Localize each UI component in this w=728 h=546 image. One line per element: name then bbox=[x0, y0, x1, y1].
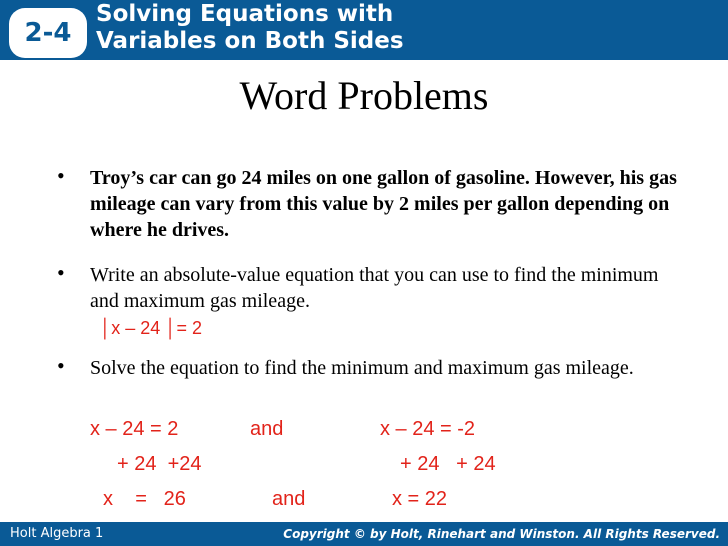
bullet-problem-statement: Troy’s car can go 24 miles on one gallon of gasoline. However, his gas mileage can vary from this value by 2 miles per gallon depending on where he drives. bbox=[90, 167, 677, 241]
solution-minimum: x = 22 bbox=[392, 488, 448, 510]
bullet-icon: • bbox=[57, 163, 65, 188]
bullet-solve-equation: Solve the equation to find the minimum and maximum gas mileage. bbox=[90, 357, 634, 379]
and-label: and bbox=[250, 418, 284, 440]
add-step-positive: + 24 +24 bbox=[117, 453, 202, 475]
equation-negative-case: x – 24 = -2 bbox=[380, 418, 476, 440]
lesson-number: 2-4 bbox=[24, 18, 72, 48]
header-bar bbox=[0, 0, 728, 60]
footer-bar bbox=[0, 522, 728, 546]
solution-maximum: x = 26 bbox=[103, 488, 186, 510]
lesson-title-line2: Variables on Both Sides bbox=[96, 28, 404, 54]
slide-title: Word Problems bbox=[239, 73, 489, 118]
lesson-badge bbox=[9, 8, 87, 58]
bullet-icon: • bbox=[57, 260, 65, 285]
add-step-negative: + 24 + 24 bbox=[400, 453, 496, 475]
and-label: and bbox=[272, 488, 306, 510]
absolute-value-equation: │x – 24 │= 2 bbox=[100, 318, 203, 338]
bullet-write-equation: Write an absolute-value equation that you can use to find the minimum and maximum gas mileage. bbox=[90, 264, 659, 312]
copyright-notice: Copyright © by Holt, Rinehart and Winston. All Rights Reserved. bbox=[283, 527, 720, 541]
equation-positive-case: x – 24 = 2 bbox=[90, 418, 179, 440]
lesson-title-line1: Solving Equations with bbox=[96, 1, 394, 27]
course-name: Holt Algebra 1 bbox=[10, 526, 104, 541]
bullet-icon: • bbox=[57, 353, 65, 378]
